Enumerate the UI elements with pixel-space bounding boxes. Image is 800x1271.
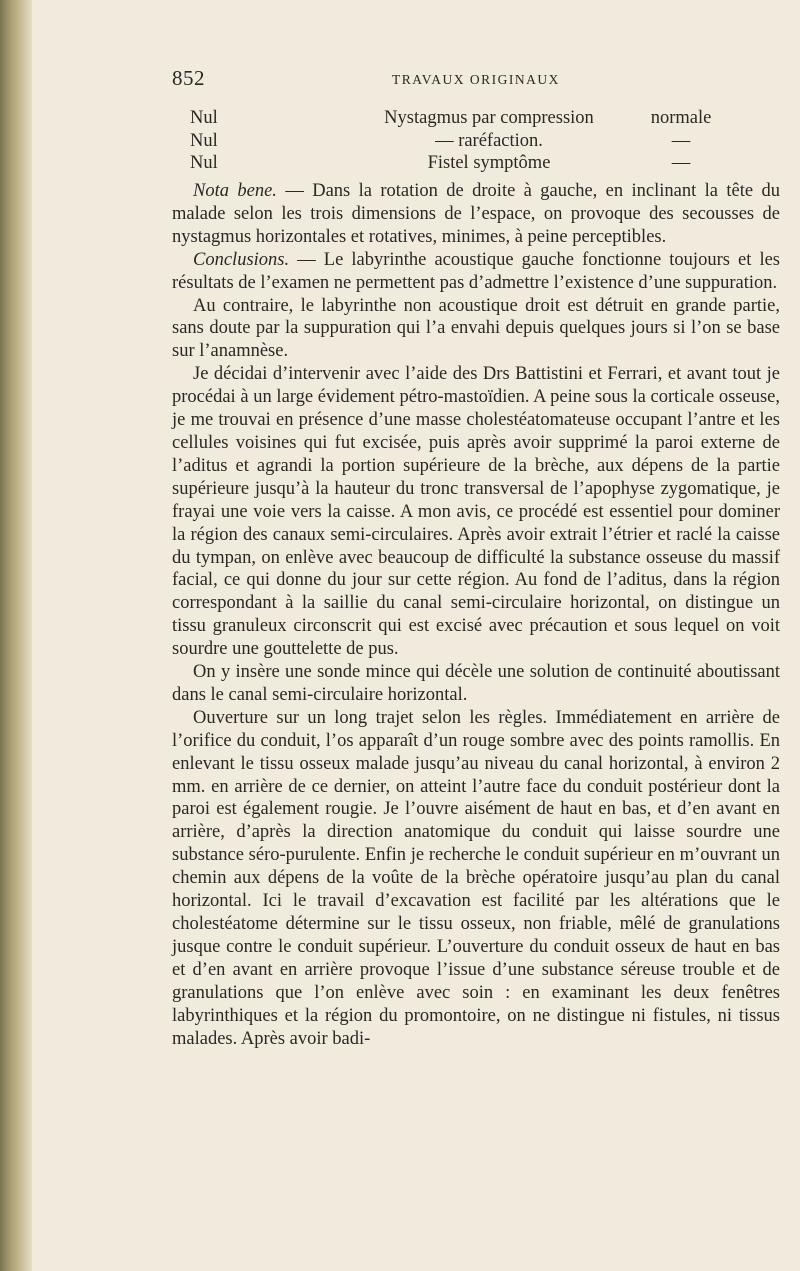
paragraph-text: Je décidai d’intervenir avec l’aide des Drs Battistini et Ferrari, et avant tout je procédai à un large évidement pétro-mastoïdien. A peine sous la corticale osseuse, je me trouvai en présence d’une masse cholestéatomateuse occupant l’antre et les cellules voisines qui fut excisée, puis après avoir supprimé la paroi externe de l’aditus et agrandi la portion supérieure de la brèche, aux dépens de la partie supérieure jusqu’à la hauteur du tronc transversal de l’apophyse zygomatique, je frayai une voie vers la caisse. A mon avis, ce procédé est essentiel pour dominer la région des canaux semi-circulaires. Après avoir extrait l’étrier et raclé la caisse du tympan, on enlève avec beaucoup de difficulté la substance osseuse du massif facial, ce qui donne du jour sur cette région. Au fond de l’aditus, dans la région correspondant à la saillie du canal semi-circulaire horizontal, on distingue un tissu granuleux circonscrit qui est excisé avec précaution et sous lequel on voit sourdre une gouttelette de pus. <box>172 364 780 660</box>
body-text <box>172 180 780 1050</box>
table-row <box>190 131 740 154</box>
table-cell-status: normale <box>650 108 712 128</box>
table-cell-result: Nul <box>190 130 218 151</box>
table-cell-test: Nystagmus par compression <box>384 108 594 128</box>
paragraph-lead: Conclusions. <box>193 249 290 270</box>
table-cell-result: Nul <box>190 153 218 173</box>
results-table <box>190 108 740 176</box>
paragraph <box>172 661 780 707</box>
paragraph-text: — Dans la rotation de droite à gauche, en inclinant la tête du malade selon les trois dimensions de l’espace, on provoque des secousses de nystagmus horizontales et rotatives, minimes, à peine perceptibles. <box>172 181 780 247</box>
running-head: TRAVAUX ORIGINAUX <box>392 72 560 87</box>
table-row <box>190 153 740 176</box>
paragraph <box>172 363 780 661</box>
paragraph-text: Ouverture sur un long trajet selon les règles. Immédiatement en arrière de l’orifice du conduit, l’os apparaît d’un rouge sombre avec des points ramollis. En enlevant le tissu osseux malade jusqu’au niveau du canal horizontal, à environ 2 mm. en arrière de ce dernier, on atteint l’autre face du conduit postérieur dont la paroi est également rougie. Je l’ouvre aisément de haut en bas, et d’en avant en arrière, d’après la direction anatomique du conduit qui laisse sourdre une substance séro-purulente. Enfin je recherche le conduit supérieur en m’ouvrant un chemin aux dépens de la voûte de la brèche opératoire jusqu’au plan du canal horizontal. Ici le travail d’excavation est facilité par les altérations que le cholestéatome détermine sur le tissu osseux, non friable, mêlé de granulations jusque contre le conduit supérieur. L’ouverture du conduit osseux de haut en bas et d’en avant en arrière provoque l’issue d’une substance séreuse trouble et de granulations que l’on enlève avec soin : en examinant les deux fenêtres labyrinthiques et la région du promontoire, on ne distingue ni fistules, ni tissus malades. Après avoir badi- <box>172 707 780 1049</box>
paragraph-text: — Le labyrinthe acoustique gauche fonctionne toujours et les résultats de l’examen ne permettent pas d’admettre l’existence d’une suppuration. <box>172 249 780 293</box>
paragraph-conclusions <box>172 249 780 295</box>
paragraph-text: On y insère une sonde mince qui décèle une solution de continuité aboutissant dans le canal semi-circulaire horizontal. <box>172 662 780 705</box>
paragraph-lead: Nota bene. <box>193 181 277 201</box>
table-cell-test: Fistel symptôme <box>427 153 551 173</box>
table-cell-status: — <box>671 153 691 173</box>
paragraph <box>172 295 780 364</box>
paragraph-text: Au contraire, le labyrinthe non acoustique droit est détruit en grande partie, sans doute par la suppuration qui l’a envahi depuis quelques jours si l’on se base sur l’anamnèse. <box>172 295 780 362</box>
page-number: 852 <box>172 66 205 90</box>
table-cell-result: Nul <box>190 108 218 128</box>
table-cell-status: — <box>671 130 691 151</box>
paragraph <box>172 707 780 1051</box>
paragraph-nota-bene <box>172 180 780 249</box>
table-cell-test: — raréfaction. <box>435 130 543 151</box>
table-row <box>190 108 740 131</box>
